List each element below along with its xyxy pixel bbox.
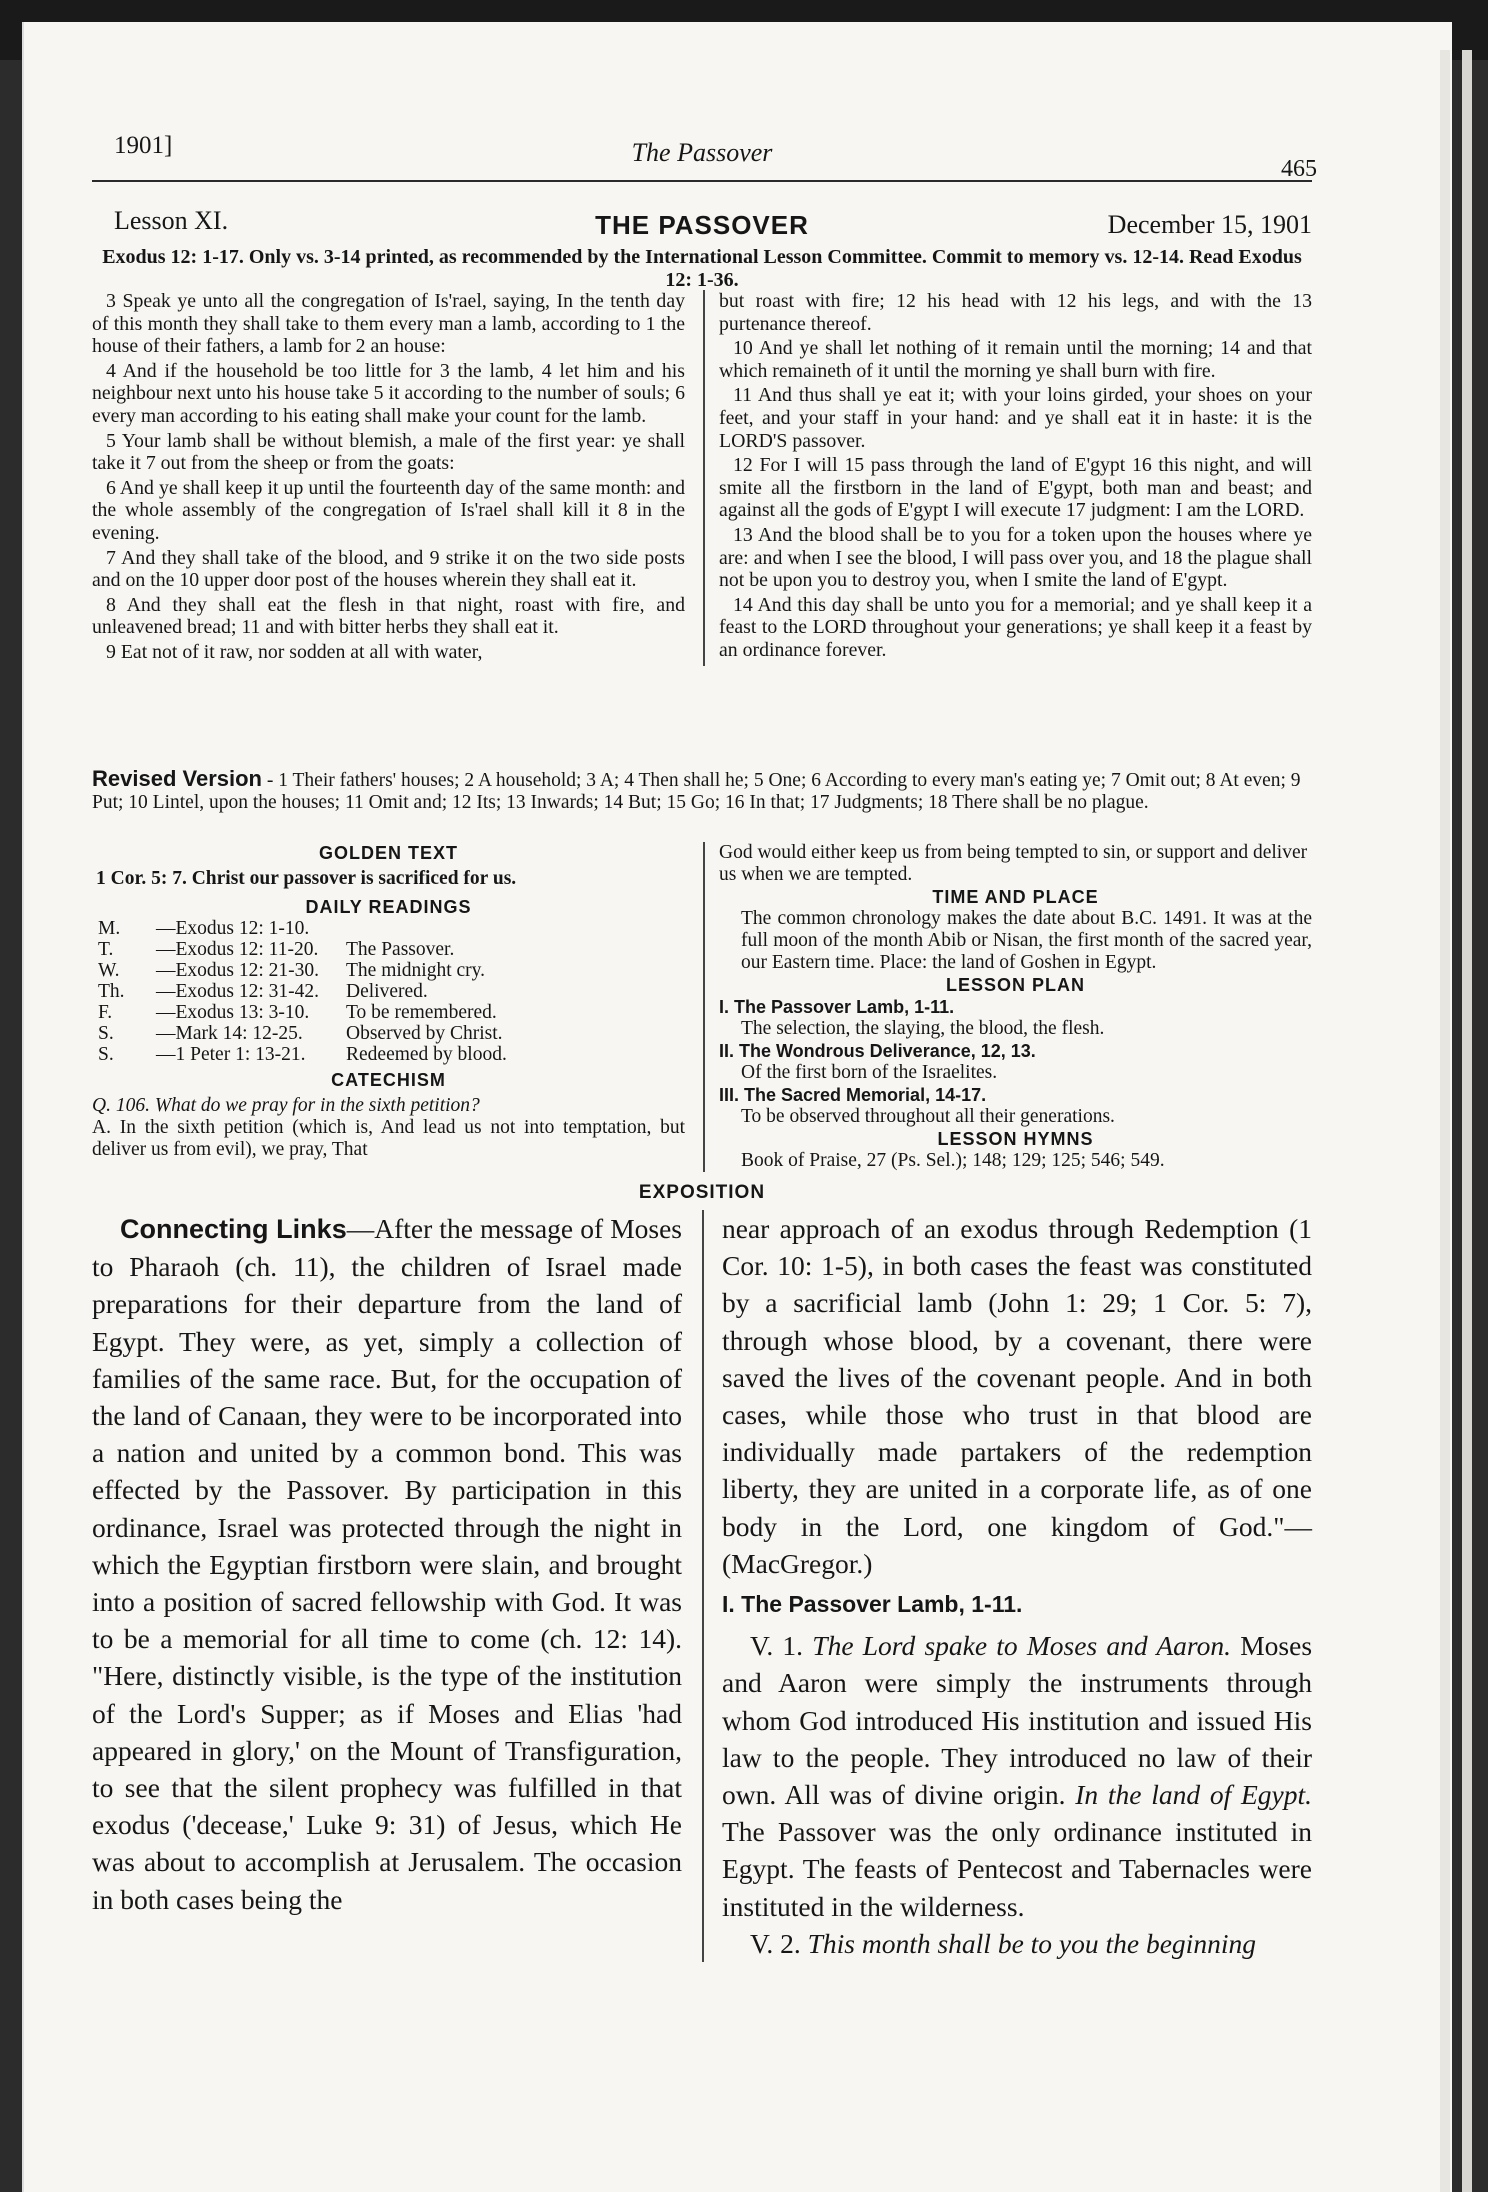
exposition-left-column <box>92 1210 682 1962</box>
daily-readings-list <box>98 918 685 1065</box>
helps-right-column <box>703 842 1312 1172</box>
scripture-right-column <box>703 290 1312 666</box>
lesson-number: Lesson XI. <box>114 206 229 235</box>
time-place-text: The common chronology makes the date about B.C. 1491. It was at the full moon of the month Abib or Nisan, the first month of the sacred year, our Eastern time. Place: the land of Goshen in Egypt. <box>741 908 1312 973</box>
lesson-date: December 15, 1901 <box>1107 210 1312 239</box>
catechism-question: Q. 106. What do we pray for in the sixth petition? <box>92 1095 480 1116</box>
catechism-heading: CATECHISM <box>331 1070 446 1090</box>
helps-left-column <box>92 842 685 1172</box>
lesson-hymns-heading: LESSON HYMNS <box>937 1129 1094 1149</box>
lesson-intro: Exodus 12: 1-17. Only vs. 3-14 printed, as recommended by the International Lesson Committee. Commit to memory vs. 12-14. Read Exodus 12: 1-36. <box>102 246 1302 291</box>
lesson-helps <box>92 842 1312 1172</box>
connecting-links-paragraph <box>92 1210 682 1918</box>
connecting-links-text: —After the message of Moses to Pharaoh (ch. 11), the children of Israel made preparations for their departure from the land of Egypt. They were, as yet, simply a collection of families of the same race. But, for the occupation of the land of Canaan, they were to be incorporated into a nation and united by a common bond. This was effected by the Passover. By participation in this ordinance, Israel was protected through the night in which the Egyptian firstborn were slain, and brought into a position of sacred fellowship with God. It was to be a memorial for all time to come (ch. 12: 14). "Here, distinctly visible, is the type of the institution of the Lord's Supper; as if Moses and Elias 'had appeared in glory,' on the Mount of Transfiguration, to see that the silent prophecy was fulfilled in that exodus ('decease,' Luke 9: 31) of Jesus, which He was about to accomplish at Jerusalem. The occasion in both cases being the <box>92 1213 683 1915</box>
page-edge <box>1440 50 1450 2192</box>
reading-note: Redeemed by blood. <box>346 1044 507 1065</box>
reading-note: The Passover. <box>346 939 455 960</box>
verse: 4 And if the household be too little for 3 the lamb, 4 let him and his neighbour next unto his house take 5 it according to the number of souls; 6 every man according to his eating shall make your count for the lamb. <box>92 359 685 427</box>
plan-item-desc: Of the first born of the Israelites. <box>741 1062 998 1083</box>
golden-text-ref: 1 Cor. 5: 7. <box>96 868 187 889</box>
reading-ref: —Exodus 12: 11-20. <box>156 939 319 960</box>
catechism-answer: A. In the sixth petition (which is, And lead us not into temptation, but deliver us from evil), we pray, That <box>92 1117 685 1160</box>
verse-quote: This month shall be to you the beginning <box>807 1927 1256 1959</box>
plan-item-desc: The selection, the slaying, the blood, the flesh. <box>741 1018 1105 1039</box>
reading-day: S. <box>98 1023 114 1044</box>
verse: but roast with fire; 12 his head with 12 his legs, and with the 13 purtenance thereof. <box>719 290 1312 335</box>
reading-note <box>346 918 685 939</box>
verse: 11 And thus shall ye eat it; with your loins girded, your shoes on your feet, and your staff in your hand: and ye shall eat it in haste: it is the LORD'S passover. <box>719 384 1312 452</box>
golden-text <box>96 868 685 890</box>
reading-ref: —Exodus 12: 1-10. <box>156 918 310 939</box>
header-year: 1901] <box>114 132 173 159</box>
verse-comment-text: Moses and Aaron were simply the instruments through whom God introduced His institution and issued His law to the people. They introduced no law of their own. All was of divine origin. <box>722 1630 1313 1811</box>
verse: 8 And they shall eat the flesh in that night, roast with fire, and unleavened bread; 11 and with bitter herbs they shall eat it. <box>92 593 685 639</box>
verse: 9 Eat not of it raw, nor sodden at all with water, <box>106 640 483 663</box>
reading-day: Th. <box>98 981 125 1002</box>
verse: 12 For I will 15 pass through the land of E'gypt 16 this night, and will smite all the firstborn in the land of E'gypt, both man and beast; and against all the gods of E'gypt I will execute 17 judgment: I am the LORD. <box>719 454 1312 522</box>
plan-item-desc: To be observed throughout all their generations. <box>741 1106 1115 1127</box>
reading-ref: —Exodus 12: 31-42. <box>156 981 320 1002</box>
daily-readings-heading: DAILY READINGS <box>305 897 472 917</box>
reading-note: To be remembered. <box>346 1002 497 1023</box>
plan-item-title: I. The Passover Lamb, 1-11. <box>719 997 955 1017</box>
verse: 3 Speak ye unto all the congregation of Is'rael, saying, In the tenth day of this month they shall take to them every man a lamb, according to 1 the house of their fathers, a lamb for 2 an house: <box>92 290 685 358</box>
exposition-heading: EXPOSITION <box>638 1182 766 1203</box>
reading-ref: —Mark 14: 12-25. <box>156 1023 303 1044</box>
reading-day: S. <box>98 1044 114 1065</box>
scripture-left-column <box>92 290 685 666</box>
reading-ref: —Exodus 13: 3-10. <box>156 1002 310 1023</box>
lesson-title-row <box>92 206 1312 242</box>
lesson-plan-heading: LESSON PLAN <box>945 975 1085 995</box>
verse-1-comment <box>722 1627 1312 1925</box>
plan-item-title: III. The Sacred Memorial, 14-17. <box>719 1085 987 1105</box>
verse-quote: The Lord spake to Moses and Aaron. <box>812 1630 1231 1662</box>
catechism-answer-continued: God would either keep us from being tempted to sin, or support and deliver us when we are tempted. <box>719 842 1308 885</box>
verse-label: V. 1. <box>750 1630 804 1662</box>
section-heading: I. The Passover Lamb, 1-11. <box>722 1591 1023 1618</box>
reading-note: Observed by Christ. <box>346 1023 503 1044</box>
verse: 6 And ye shall keep it up until the fourteenth day of the same month: and the whole assembly of the congregation of Is'rael shall kill it 8 in the evening. <box>92 476 685 544</box>
lesson-title: THE PASSOVER <box>595 210 809 240</box>
connecting-links-continued: near approach of an exodus through Redemption (1 Cor. 10: 1-5), in both cases the feast was constituted by a sacrificial lamb (John 1: 29; 1 Cor. 5: 7), through whose blood, by a covenant, there were saved the lives of the covenant people. And in both cases, while those who trust in that blood are individually made partakers of the redemption liberty, they are united in a corporate life, as of one body in the Lord, one kingdom of God."—(MacGregor.) <box>722 1213 1312 1579</box>
scripture-text <box>92 290 1312 666</box>
verse: 10 And ye shall let nothing of it remain until the morning; 14 and that which remaineth of it until the morning ye shall burn with fire. <box>719 337 1312 382</box>
revised-version-text: - 1 Their fathers' houses; 2 A household; 3 A; 4 Then shall he; 5 One; 6 According to every man's eating ye; 7 Omit out; 8 At even; 9 Put; 10 Lintel, upon the houses; 11 Omit and; 12 Its; 13 Inwards; 14 But; 15 Go; 16 In that; 17 Judgments; 18 There shall be no plague. <box>92 770 1301 813</box>
exposition <box>92 1210 1312 1962</box>
reading-day: T. <box>98 939 114 960</box>
connecting-links-label: Connecting Links <box>120 1214 347 1244</box>
verse: 7 And they shall take of the blood, and 9 strike it on the two side posts and on the 10 upper door post of the houses wherein they shall eat it. <box>92 546 685 592</box>
reading-day: M. <box>98 918 121 939</box>
reading-day: F. <box>98 1002 113 1023</box>
running-header <box>92 118 1317 182</box>
golden-text-heading: GOLDEN TEXT <box>318 843 458 863</box>
verse: 14 And this day shall be unto you for a memorial; and ye shall keep it a feast to the LORD throughout your generations; ye shall keep it a feast by an ordinance forever. <box>719 593 1312 661</box>
verse-comment-text: The Passover was the only ordinance instituted in Egypt. The feasts of Pentecost and Tabernacles were instituted in the wilderness. <box>722 1816 1312 1922</box>
golden-text-body: Christ our passover is sacrificed for us. <box>191 868 517 889</box>
reading-ref: —Exodus 12: 21-30. <box>156 960 320 981</box>
revised-version <box>92 768 1312 814</box>
reading-note: Delivered. <box>346 981 428 1002</box>
reading-note: The midnight cry. <box>346 960 485 981</box>
running-title: The Passover <box>631 138 773 167</box>
page-number: 465 <box>1281 156 1317 182</box>
page-edge-back <box>1462 50 1472 2192</box>
lesson-hymns-text: Book of Praise, 27 (Ps. Sel.); 148; 129; 125; 546; 549. <box>741 1150 1165 1171</box>
plan-item-title: II. The Wondrous Deliverance, 12, 13. <box>719 1041 1036 1061</box>
exposition-right-column <box>702 1210 1312 1962</box>
verse-label: V. 2. <box>750 1927 801 1959</box>
verse: 13 And the blood shall be to you for a token upon the houses where ye are: and when I see the blood, I will pass over you, and 18 the plague shall not be upon you to destroy you, when I smite the land of E'gypt. <box>719 523 1312 592</box>
verse: 5 Your lamb shall be without blemish, a male of the first year: ye shall take it 7 out from the sheep or from the goats: <box>92 429 685 475</box>
revised-version-label: Revised Version <box>92 766 262 791</box>
time-place-heading: TIME AND PLACE <box>932 887 1099 907</box>
verse-2-comment <box>722 1925 1312 1962</box>
reading-day: W. <box>98 960 120 981</box>
verse-quote: In the land of Egypt. <box>1075 1779 1312 1811</box>
reading-ref: —1 Peter 1: 13-21. <box>156 1044 306 1065</box>
